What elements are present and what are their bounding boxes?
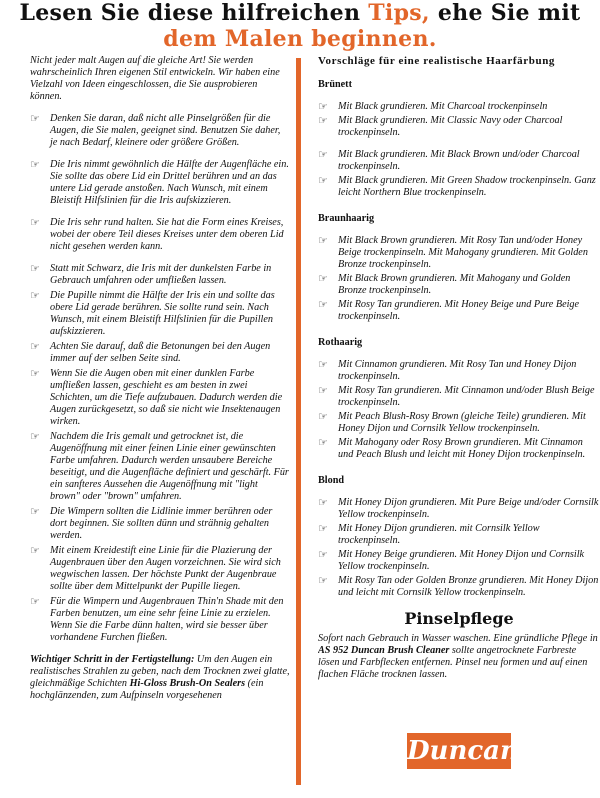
tip-item: ☞ Mit einem Kreidestift eine Linie für die Plazierung der Augenbrauen über den Augen vorzeichnen. Sie wird sich wegwischen lassen. Der höchste Punkt der Augenbraue sollte über dem Mittelpunkt der Pupille liegen. xyxy=(30,545,281,592)
pointing-hand-icon: ☞ xyxy=(318,385,328,397)
tip-item: ☞ Die Wimpern sollten die Lidlinie immer berühren oder dort beginnen. Sie sollten dünn und strähnig gehalten werden. xyxy=(30,506,273,541)
pointing-hand-icon: ☞ xyxy=(30,159,40,171)
intro-paragraph: Nicht jeder malt Augen auf die gleiche Art! Sie werden wahrscheinlich Ihren eigenen Stil entwickeln. Wir haben eine Vielzahl von Ideen eingeschlossen, die Sie ausprobieren können. xyxy=(30,55,280,102)
hair-tip: ☞ Mit Black Brown grundieren. Mit Rosy Tan und/oder Honey Beige trockenpinseln. Mit Mahogany grundieren. Mit Golden Bronze trockenpinseln. xyxy=(318,235,588,270)
tip-item: ☞ Statt mit Schwarz, die Iris mit der dunkelsten Farbe in Gebrauch umfahren oder umfließen lassen. xyxy=(30,263,272,286)
tips-column xyxy=(30,55,290,712)
hair-tip: ☞ Mit Honey Beige grundieren. Mit Honey Dijon und Cornsilk Yellow trockenpinseln. xyxy=(318,549,585,572)
section-braunhaarig xyxy=(318,213,600,323)
section-heading: Braunhaarig xyxy=(318,213,375,224)
hair-section-title: Vorschläge für eine realistische Haarfärbung xyxy=(318,55,556,67)
pointing-hand-icon: ☞ xyxy=(318,575,328,587)
title-accent: Tips, xyxy=(368,0,430,26)
pointing-hand-icon: ☞ xyxy=(30,217,40,229)
hair-color-column xyxy=(318,55,600,681)
title-line-2: dem Malen beginnen. xyxy=(163,26,437,52)
pointing-hand-icon: ☞ xyxy=(318,437,328,449)
pointing-hand-icon: ☞ xyxy=(30,431,40,443)
tip-item: ☞ Die Iris sehr rund halten. Sie hat die Form eines Kreises, wobei der obere Teil dieses Kreises unter dem oberen Lid nicht gesehen werden kann. xyxy=(30,217,284,252)
pointing-hand-icon: ☞ xyxy=(30,113,40,125)
section-heading: Blond xyxy=(318,475,345,486)
pointing-hand-icon: ☞ xyxy=(30,263,40,275)
tip-item: ☞ Die Iris nimmt gewöhnlich die Hälfte der Augenfläche ein. Sie sollte das obere Lid ein Drittel berühren und an das untere Lid gerade anstoßen. Nach Wunsch, mit einem Bleistift Hilfslinien für die Iris aufskizzieren. xyxy=(30,159,289,206)
hair-tip: ☞ Mit Honey Dijon grundieren. Mit Pure Beige und/oder Cornsilk Yellow trockenpinseln. xyxy=(318,497,599,520)
tip-item: ☞ Die Pupille nimmt die Hälfte der Iris ein und sollte das obere Lid gerade berühren. Sie sollte rund sein. Nach Wunsch, mit einem Bleistift Hilfslinien für die Pupillen aufskizzieren. xyxy=(30,290,275,337)
pointing-hand-icon: ☞ xyxy=(30,368,40,380)
hair-tip: ☞ Mit Black grundieren. Mit Green Shadow trockenpinseln. Ganz leicht Northern Blue trockenpinseln. xyxy=(318,175,596,198)
final-step-paragraph: Wichtiger Schritt in der Fertigstellung: Um den Augen ein realistisches Strahlen zu geben, nach dem Trocknen zwei glatte, gleichmäßige Schichten Hi-Gloss Brush-On Sealers (ein hochglänzenden, zum Aufpinseln vorgesehenen xyxy=(30,654,290,701)
title-text: Lesen Sie diese hilfreichen xyxy=(19,0,369,26)
pointing-hand-icon: ☞ xyxy=(318,497,328,509)
pointing-hand-icon: ☞ xyxy=(318,299,328,311)
section-rothaarig xyxy=(318,337,600,461)
pointing-hand-icon: ☞ xyxy=(318,359,328,371)
page-title xyxy=(0,0,600,52)
hair-tip: ☞ Mit Black grundieren. Mit Charcoal trockenpinseln xyxy=(318,101,548,113)
tip-item: ☞ Für die Wimpern und Augenbrauen Thin'n Shade mit den Farben benutzen, um eine sehr feine Linie zu erzielen. Wenn Sie die Farbe dünn halten, wird sie besser über vorhandene Furchen fließen. xyxy=(30,596,284,643)
pointing-hand-icon: ☞ xyxy=(30,290,40,302)
brush-care-heading: Pinselpflege xyxy=(404,609,514,628)
tip-item: ☞ Achten Sie darauf, daß die Betonungen bei den Augen immer auf der selben Seite sind. xyxy=(30,341,271,364)
tip-item: ☞ Wenn Sie die Augen oben mit einer dunklen Farbe umfließen lassen, geschieht es am besten in zwei Schichten, um die Tiefe aufzubauen. Dadurch werden die Augen zurückgesetzt, so daß sie nicht wie Insektenaugen wirken. xyxy=(30,368,283,427)
hair-tip: ☞ Mit Rosy Tan grundieren. Mit Cinnamon und/oder Blush Beige trockenpinseln. xyxy=(318,385,595,408)
brush-care-text: Sofort nach Gebrauch in Wasser waschen. Eine gründliche Pflege in AS 952 Duncan Brush Cleaner sollte angetrocknete Farbreste lösen und Farbflecken entfernen. Pinsel neu formen und auf einen flachen Fläche trocknen lassen. xyxy=(318,633,598,680)
title-line-1 xyxy=(0,0,600,26)
pointing-hand-icon: ☞ xyxy=(318,101,328,113)
hair-tip: ☞ Mit Black grundieren. Mit Black Brown und/oder Charcoal trockenpinseln. xyxy=(318,149,580,172)
hair-tip: ☞ Mit Peach Blush-Rosy Brown (gleiche Teile) grundieren. Mit Honey Dijon und Cornsilk Yellow trockenpinseln. xyxy=(318,411,586,434)
pointing-hand-icon: ☞ xyxy=(318,549,328,561)
section-heading: Brünett xyxy=(318,79,352,90)
hair-tip: ☞ Mit Rosy Tan oder Golden Bronze grundieren. Mit Honey Dijon und leicht mit Cornsilk Yellow trockenpinseln. xyxy=(318,575,599,598)
pointing-hand-icon: ☞ xyxy=(318,235,328,247)
pointing-hand-icon: ☞ xyxy=(30,506,40,518)
pointing-hand-icon: ☞ xyxy=(30,545,40,557)
column-divider xyxy=(296,58,301,785)
pointing-hand-icon: ☞ xyxy=(30,341,40,353)
pointing-hand-icon: ☞ xyxy=(318,175,328,187)
pointing-hand-icon: ☞ xyxy=(318,149,328,161)
hair-tip: ☞ Mit Rosy Tan grundieren. Mit Honey Beige und Pure Beige trockenpinseln. xyxy=(318,299,580,322)
hair-tip: ☞ Mit Honey Dijon grundieren. mit Cornsilk Yellow trockenpinseln. xyxy=(318,523,540,546)
hair-tip: ☞ Mit Black Brown grundieren. Mit Mahogany und Golden Bronze trockenpinseln. xyxy=(318,273,571,296)
tip-item: ☞ Nachdem die Iris gemalt und getrocknet ist, die Augenöffnung mit einer feinen Linie einer gewünschten Farbe umfahren. Dadurch werden unsaubere Bereiche beseitigt, und die Augenfläche definiert und geschärft. Für ein sanfteres Aussehen die Augenöffnung mit "light brown" oder "brown" umfahren. xyxy=(30,431,289,502)
pointing-hand-icon: ☞ xyxy=(318,273,328,285)
hair-tip: ☞ Mit Mahogany oder Rosy Brown grundieren. Mit Cinnamon und Peach Blush und leicht mit Honey Dijon trockenpinseln. xyxy=(318,437,586,460)
tip-item: ☞ Denken Sie daran, daß nicht alle Pinselgrößen für die Augen, die Sie malen, geeignet sind. Benutzen Sie daher, je nach Bedarf, kleinere oder größere Größen. xyxy=(30,113,281,148)
pointing-hand-icon: ☞ xyxy=(318,115,328,127)
section-heading: Rothaarig xyxy=(318,337,363,348)
hair-tip: ☞ Mit Cinnamon grundieren. Mit Rosy Tan und Honey Dijon trockenpinseln. xyxy=(318,359,577,382)
section-bruenett xyxy=(318,79,600,199)
pointing-hand-icon: ☞ xyxy=(318,523,328,535)
title-text-end: ehe Sie mit xyxy=(429,0,581,26)
hair-tip: ☞ Mit Black grundieren. Mit Classic Navy oder Charcoal trockenpinseln. xyxy=(318,115,563,138)
pointing-hand-icon: ☞ xyxy=(318,411,328,423)
section-blond xyxy=(318,475,600,599)
duncan-logo: Duncan xyxy=(407,733,511,769)
pointing-hand-icon: ☞ xyxy=(30,596,40,608)
